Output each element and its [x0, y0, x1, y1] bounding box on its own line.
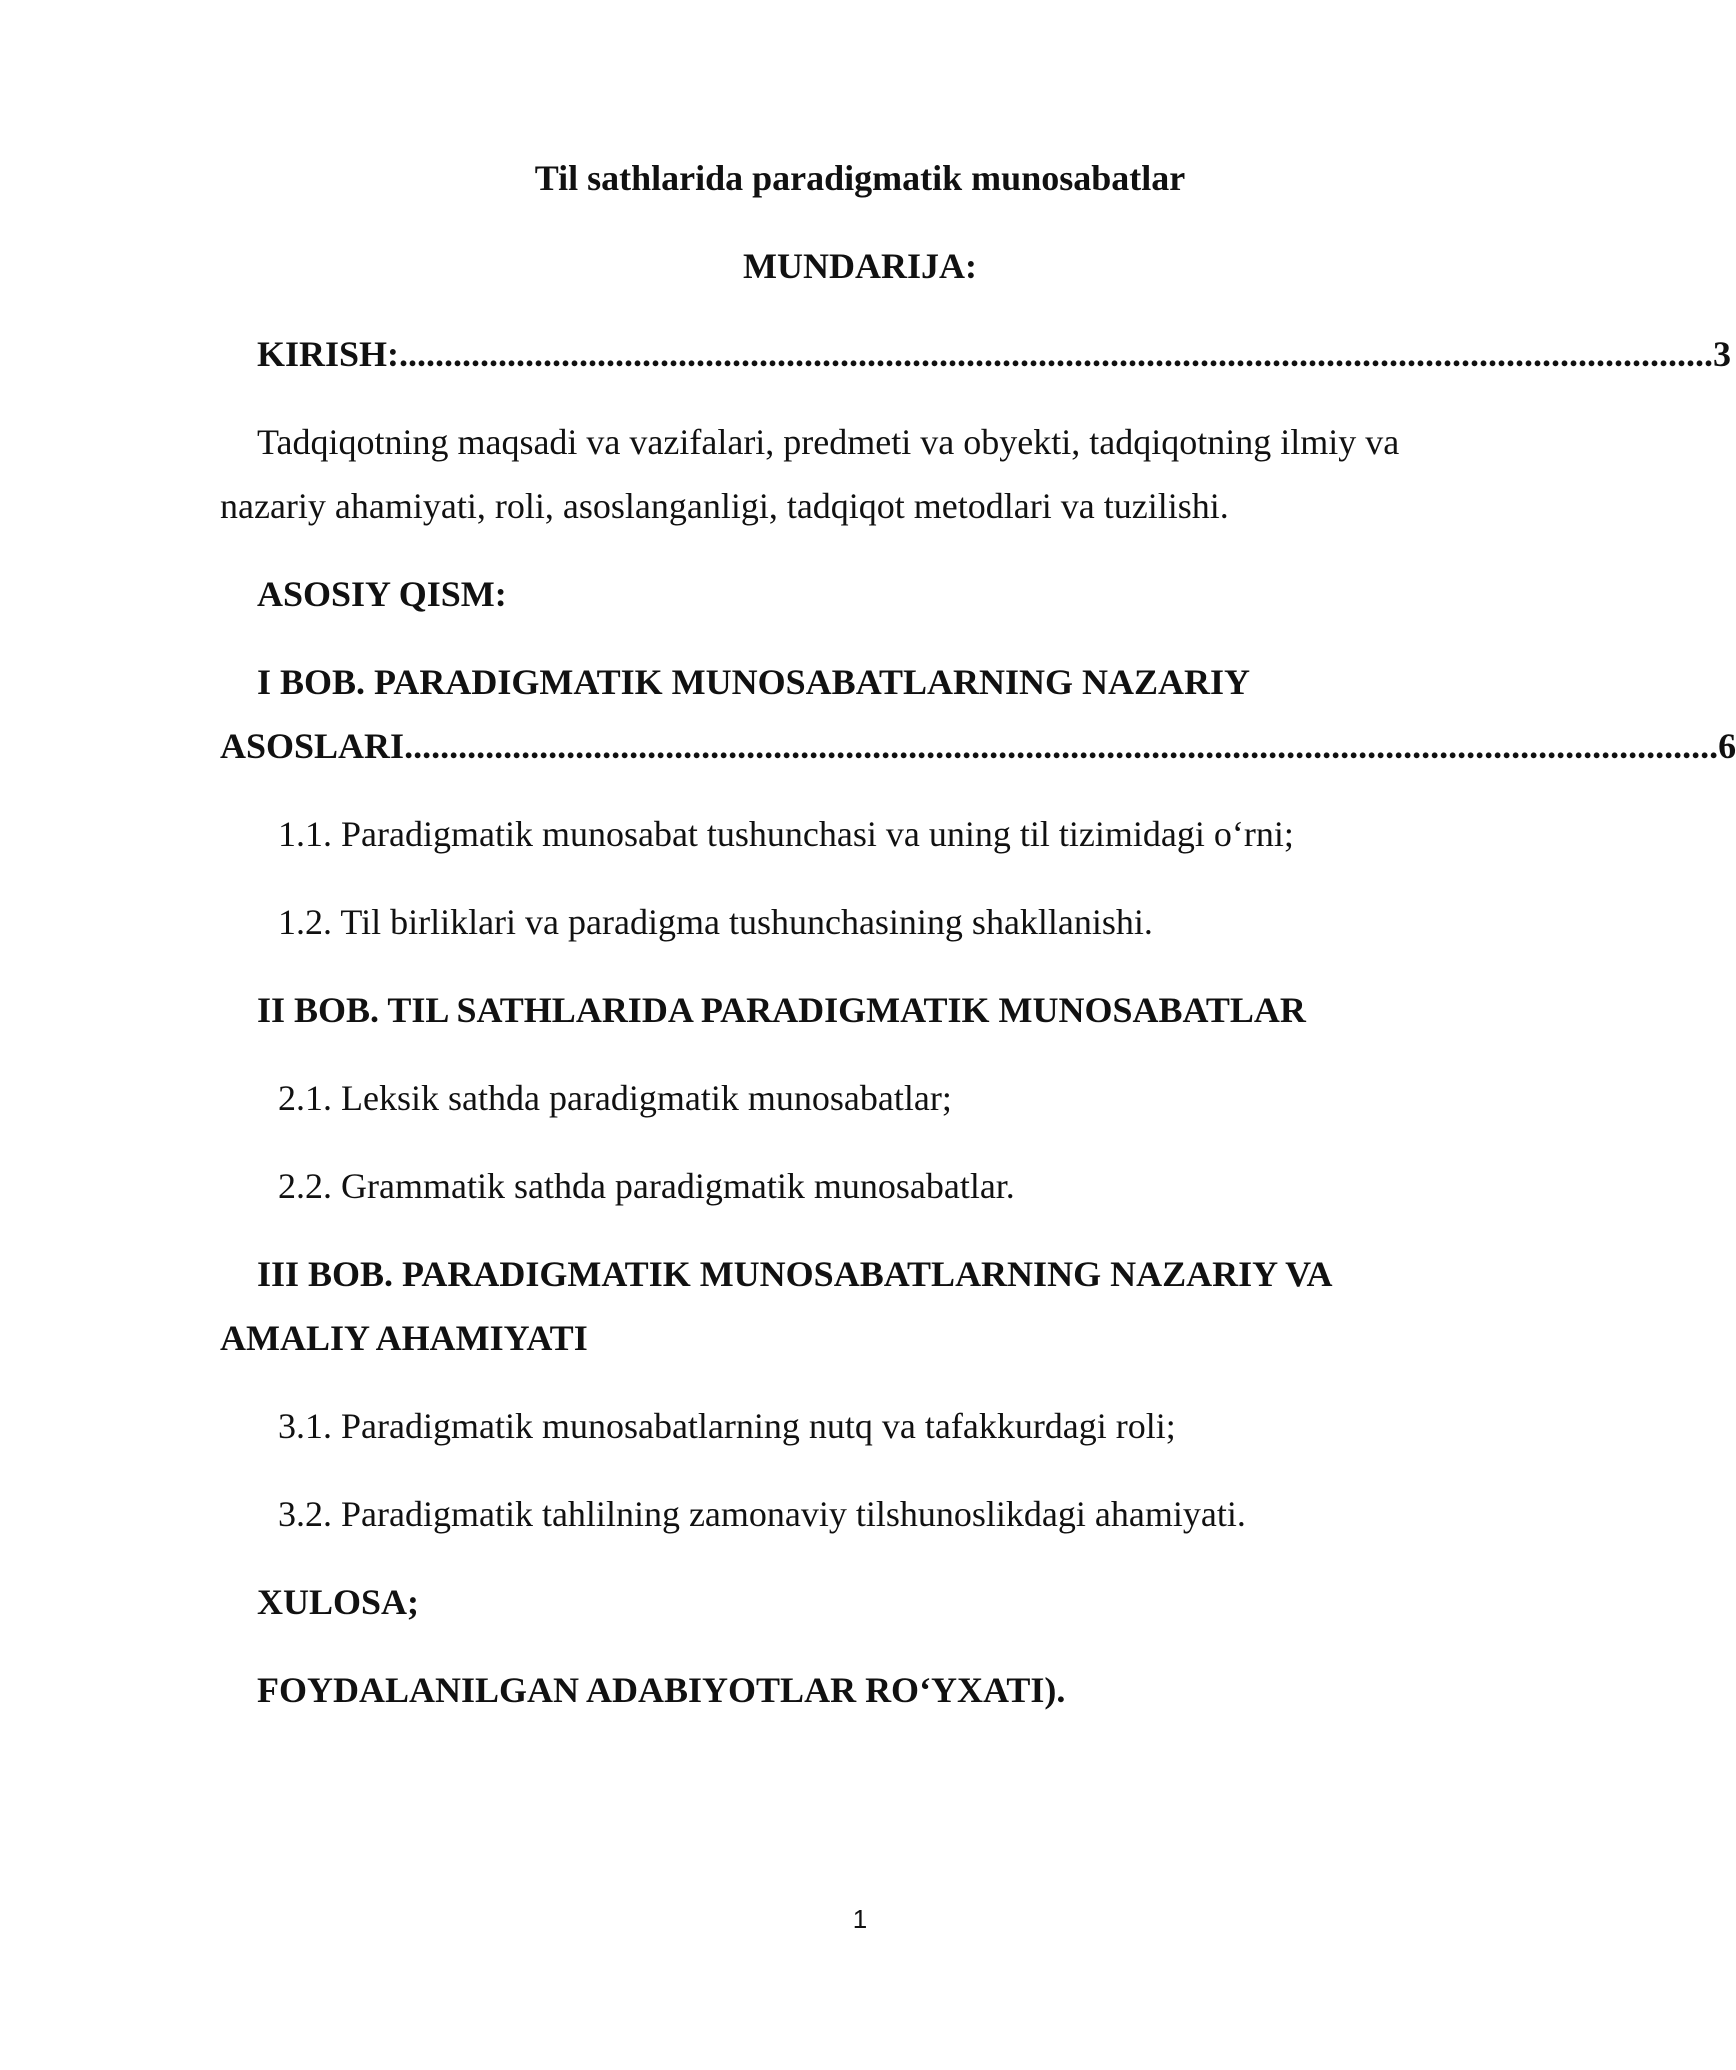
chapter-3-title-line-1: III BOB. PARADIGMATIK MUNOSABATLARNING NAZARIY VA: [257, 1254, 1333, 1294]
chapter-1-title-line-1: I BOB. PARADIGMATIK MUNOSABATLARNING NAZARIY: [257, 662, 1251, 702]
conclusion-heading: XULOSA;: [257, 1582, 420, 1622]
toc-chapter-1-leader: ..................................................................................................................................................: [404, 726, 1719, 766]
section-3-1: 3.1. Paradigmatik munosabatlarning nutq va tafakkurdagi roli;: [278, 1406, 1176, 1446]
toc-intro-leader: ..................................................................................................................................................: [399, 334, 1714, 374]
section-2-1: 2.1. Leksik sathda paradigmatik munosabatlar;: [278, 1078, 952, 1118]
toc-chapter-1-page: 6: [1718, 726, 1736, 766]
toc-intro-page: 3: [1713, 334, 1732, 374]
chapter-2-title: II BOB. TIL SATHLARIDA PARADIGMATIK MUNOSABATLAR: [257, 990, 1306, 1030]
toc-entry-chapter-1: [220, 724, 1736, 768]
main-part-heading: ASOSIY QISM:: [257, 574, 507, 614]
document-title: Til sathlarida paradigmatik munosabatlar: [534, 158, 1186, 198]
contents-heading: MUNDARIJA:: [743, 246, 977, 286]
references-heading: FOYDALANILGAN ADABIYOTLAR RO‘YXATI).: [257, 1670, 1066, 1710]
toc-intro-label: KIRISH:: [257, 334, 400, 374]
section-1-2: 1.2. Til birliklari va paradigma tushunchasining shakllanishi.: [278, 902, 1153, 942]
section-3-2: 3.2. Paradigmatik tahlilning zamonaviy tilshunoslikdagi ahamiyati.: [278, 1494, 1246, 1534]
intro-description-line-1: Tadqiqotning maqsadi va vazifalari, predmeti va obyekti, tadqiqotning ilmiy va: [257, 422, 1400, 462]
section-1-1: 1.1. Paradigmatik munosabat tushunchasi va uning til tizimidagi o‘rni;: [278, 814, 1294, 854]
page-number: 1: [852, 1904, 868, 1934]
toc-entry-intro: [257, 332, 1732, 376]
section-2-2: 2.2. Grammatik sathda paradigmatik munosabatlar.: [278, 1166, 1015, 1206]
chapter-3-title-line-2: AMALIY AHAMIYATI: [220, 1318, 588, 1358]
intro-description-line-2: nazariy ahamiyati, roli, asoslanganligi, tadqiqot metodlari va tuzilishi.: [220, 486, 1229, 526]
chapter-1-title-line-2: ASOSLARI: [220, 726, 405, 766]
